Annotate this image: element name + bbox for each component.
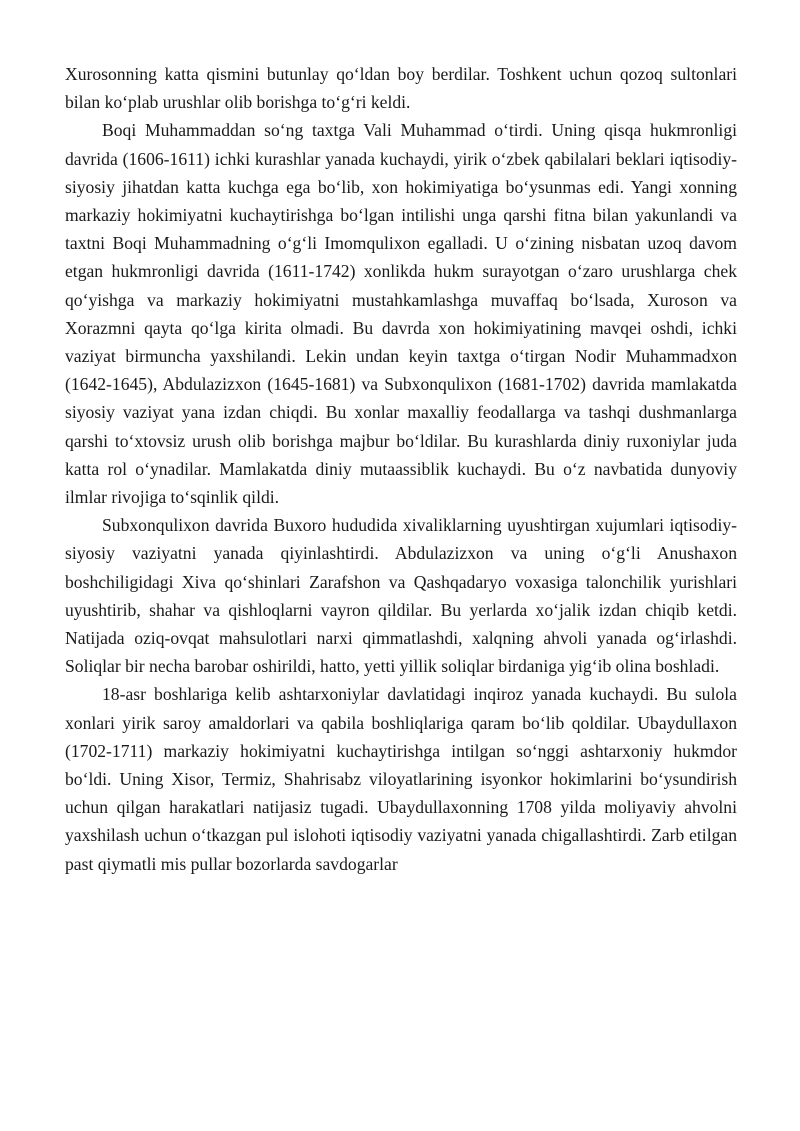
paragraph-18th-century: 18-asr boshlariga kelib ashtarxoniylar davlatidagi inqiroz yanada kuchaydi. Bu sulola xonlari yirik saroy amaldorlari va qabila boshliqlariga qaram bo‘lib qoldilar. Ubaydullaxon (1702-1711) markaziy hokimiyatni kuchaytirishga intilgan so‘nggi ashtarxoniy hukmdor bo‘ldi. Uning Xisor, Termiz, Shahrisabz viloyatlarining isyonkor hokimlarini bo‘ysundirish uchun qilgan harakatlari natijasiz tugadi. Ubaydullaxonning 1708 yilda moliyaviy ahvolni yaxshilash uchun o‘tkazgan pul islohoti iqtisodiy vaziyatni yanada chigallashtirdi. Zarb etilgan past qiymatli mis pullar bozorlarda savdogarlar [65,684,737,874]
paragraph-subxonqulixon: Subxonqulixon davrida Buxoro hududida xivaliklarning uyushtirgan xujumlari iqtisodiy-siyosiy vaziyatni yanada qiyinlashtirdi. Abdulazizxon va uning o‘g‘li Anushaxon boshchiligidagi Xiva qo‘shinlari Zarafshon va Qashqadaryo voxasiga talonchilik yurishlari uyushtirib, shahar va qishloqlarni vayron qildilar. Bu yerlarda xo‘jalik izdan chiqib ketdi. Natijada oziq-ovqat mahsulotlari narxi qimmatlashdi, xalqning ahvoli yanada og‘irlashdi. Soliqlar bir necha barobar oshirildi, hatto, yetti yillik soliqlar birdaniga yig‘ib olina boshladi. [65,515,737,677]
paragraph-continuation: Xurosonning katta qismini butunlay qo‘ldan boy berdilar. Toshkent uchun qozoq sultonlari bilan ko‘plab urushlar olib borishga to‘g‘ri keldi. [65,64,737,113]
document-page [65,60,737,878]
paragraph-vali-muhammad: Boqi Muhammaddan so‘ng taxtga Vali Muhammad o‘tirdi. Uning qisqa hukmronligi davrida (1606-1611) ichki kurashlar yanada kuchaydi, yirik o‘zbek qabilalari beklari iqtisodiy-siyosiy jihatdan katta kuchga ega bo‘lib, xon hokimiyatiga bo‘ysunmas edi. Yangi xonning markaziy hokimiyatni kuchaytirishga bo‘lgan intilishi unga qarshi fitna bilan yakunlandi va taxtni Boqi Muhammadning o‘g‘li Imomqulixon egalladi. U o‘zining nisbatan uzoq davom etgan hukmronligi davrida (1611-1742) xonlikda hukm surayotgan o‘zaro urushlarga chek qo‘yishga va markaziy hokimiyatni mustahkamlashga muvaffaq bo‘lsada, Xuroson va Xorazmni qayta qo‘lga kirita olmadi. Bu davrda xon hokimiyatining mavqei oshdi, ichki vaziyat birmuncha yaxshilandi. Lekin undan keyin taxtga o‘tirgan Nodir Muhammadxon (1642-1645), Abdulazizxon (1645-1681) va Subxonqulixon (1681-1702) davrida mamlakatda siyosiy vaziyat yana izdan chiqdi. Bu xonlar maxalliy feodallarga va tashqi dushmanlarga qarshi to‘xtovsiz urush olib borishga majbur bo‘ldilar. Bu kurashlarda diniy ruxoniylar juda katta rol o‘ynadilar. Mamlakatda diniy mutaassiblik kuchaydi. Bu o‘z navbatida dunyoviy ilmlar rivojiga to‘sqinlik qildi. [65,120,737,508]
